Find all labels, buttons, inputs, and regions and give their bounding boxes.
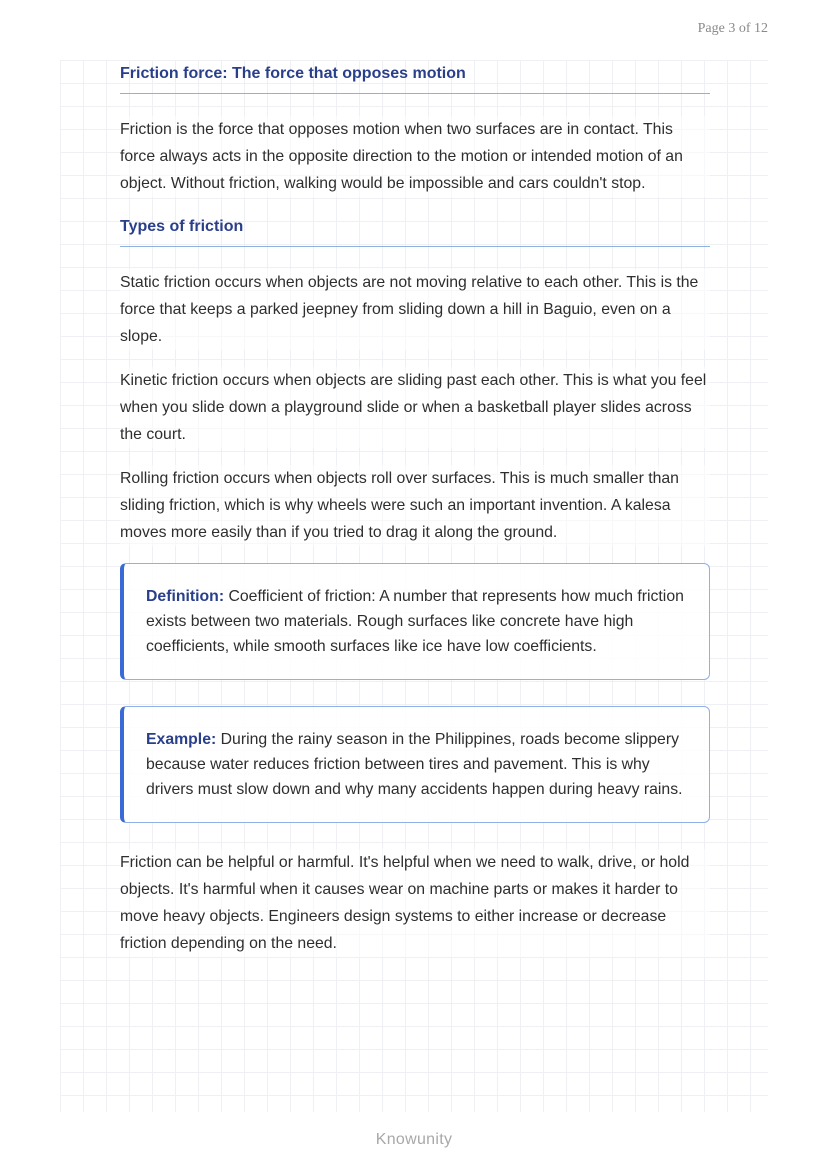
section-heading-friction-force: Friction force: The force that opposes motion — [120, 61, 710, 94]
paragraph-friction-definition: Friction is the force that opposes motion when two surfaces are in contact. This force always acts in the opposite direction to the motion or intended motion of an object. Without friction, walking would be impossible and cars couldn't stop. — [120, 116, 710, 197]
paragraph-static-friction: Static friction occurs when objects are not moving relative to each other. This is the force that keeps a parked jeepney from sliding down a hill in Baguio, even on a slope. — [120, 269, 710, 350]
document-content — [120, 60, 710, 974]
example-callout — [120, 706, 710, 823]
definition-label: Definition: — [146, 588, 225, 605]
paragraph-kinetic-friction: Kinetic friction occurs when objects are sliding past each other. This is what you feel when you slide down a playground slide or when a basketball player slides across the court. — [120, 367, 710, 448]
section-heading-types-of-friction: Types of friction — [120, 214, 710, 247]
example-label: Example: — [146, 731, 217, 748]
page-indicator: Page 3 of 12 — [697, 21, 768, 36]
paragraph-helpful-or-harmful: Friction can be helpful or harmful. It's helpful when we need to walk, drive, or hold objects. It's harmful when it causes wear on machine parts or makes it harder to move heavy objects. Engineers design systems to either increase or decrease friction depending on the need. — [120, 849, 710, 957]
footer-brand: Knowunity — [375, 1131, 453, 1148]
definition-body: Coefficient of friction: A number that represents how much friction exists between two materials. Rough surfaces like concrete have high coefficients, while smooth surfaces like ice have low coefficients. — [146, 588, 684, 655]
example-callout-text — [146, 727, 689, 802]
paragraph-rolling-friction: Rolling friction occurs when objects roll over surfaces. This is much smaller than sliding friction, which is why wheels were such an important invention. A kalesa moves more easily than if you tried to drag it along the ground. — [120, 465, 710, 546]
definition-callout-text — [146, 584, 689, 659]
definition-callout — [120, 563, 710, 680]
example-body: During the rainy season in the Philippines, roads become slippery because water reduces friction between tires and pavement. This is why drivers must slow down and why many accidents happen during heavy rains. — [146, 731, 683, 798]
